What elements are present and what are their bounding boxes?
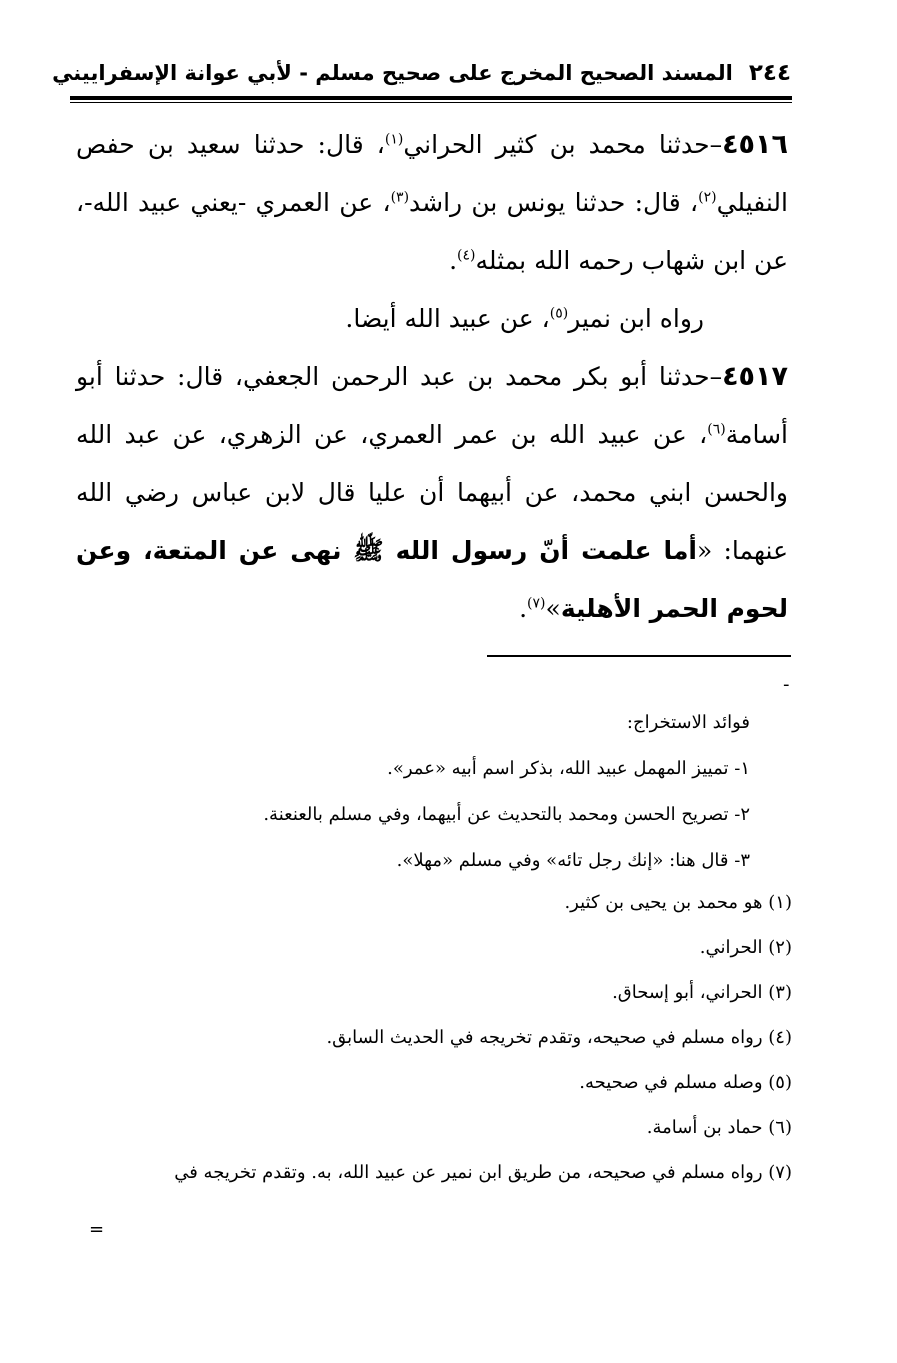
footnote: (٧) رواه مسلم في صحيحه، من طريق ابن نمير عن عبيد الله، به. وتقدم تخريجه في [174, 1162, 792, 1183]
riwaya-text: ، عن عبيد الله أيضا. [345, 304, 550, 333]
header-rule-thin [70, 102, 792, 103]
footnotes [80, 880, 792, 1195]
hadith-number: ٤٥١٧ [722, 361, 788, 392]
quote-open: « [697, 536, 713, 565]
footnote-ref: (٣) [390, 189, 410, 206]
footnote: (٦) حماد بن أسامة. [646, 1117, 792, 1138]
benefits-title: فوائد الاستخراج: [626, 712, 750, 733]
hadith-text: حدثنا أبو بكر محمد بن عبد الرحمن الجعفي، قال: حدثنا أبو أسامة [76, 362, 788, 449]
page-header [52, 50, 791, 96]
hadith-matn: أما علمت أنّ رسول الله ﷺ نهى عن المتعة، وعن لحوم الحمر الأهلية [76, 536, 788, 623]
footnote-ref: (٢) [698, 189, 717, 206]
main-text [76, 116, 788, 638]
hadith-text: . [519, 594, 528, 623]
riwaya-line [76, 290, 788, 348]
hadith-text: ، عن عبيد الله بن عمر العمري، عن الزهري، عن عبد الله والحسن ابني محمد، عن أبيهما أن عليا قال لابن عباس رضي الله عنهما: [76, 420, 788, 565]
header-rule-thick [70, 96, 792, 100]
hadith-text: ، عن العمري -يعني عبيد الله-، عن ابن شهاب رحمه الله بمثله [76, 188, 788, 275]
footnote: (١) هو محمد بن يحيى بن كثير. [564, 892, 792, 913]
running-title: المسند الصحيح المخرج على صحيح مسلم - لأبي عوانة الإسفراييني [52, 61, 733, 85]
footnote-ref: (٧) [527, 595, 546, 612]
footnote-ref: (٦) [707, 421, 726, 438]
footnote: (٥) وصله مسلم في صحيحه. [579, 1072, 792, 1093]
hadith-text: . [449, 246, 458, 275]
riwaya-text: رواه ابن نمير [568, 304, 704, 333]
quote-close: » [545, 594, 561, 623]
hadith-text: ، قال: حدثنا يونس بن راشد [409, 188, 699, 217]
benefit-item: ١- تمييز المهمل عبيد الله، بذكر اسم أبيه «عمر». [387, 758, 750, 779]
margin-mark: = [89, 1219, 105, 1240]
benefit-item: ٢- تصريح الحسن ومحمد بالتحديث عن أبيهما، وفي مسلم بالعنعنة. [263, 804, 750, 825]
hadith-dash: – [709, 130, 723, 159]
hadith-dash: – [709, 362, 723, 391]
footnote-ref: (١) [384, 131, 404, 148]
footnote: (٢) الحراني. [699, 937, 792, 958]
footnote: (٣) الحراني، أبو إسحاق. [612, 982, 792, 1003]
hadith-text: ، قال: حدثنا سعيد بن حفص النفيلي [76, 130, 788, 217]
footnote-ref: (٥) [549, 305, 569, 322]
hadith-4517 [76, 348, 788, 638]
footnote: (٤) رواه مسلم في صحيحه، وتقدم تخريجه في الحديث السابق. [326, 1027, 792, 1048]
hadith-number: ٤٥١٦ [722, 129, 788, 160]
hadith-text: حدثنا محمد بن كثير الحراني [403, 130, 710, 159]
footnote-separator [487, 655, 791, 657]
page-number: ٢٤٤ [748, 60, 791, 86]
benefits-section [110, 700, 750, 884]
benefit-item: ٣- قال هنا: «إنك رجل تائه» وفي مسلم «مهلا». [396, 850, 750, 871]
margin-mark: - [783, 674, 790, 695]
footnote-ref: (٤) [457, 247, 476, 264]
hadith-4516 [76, 116, 788, 290]
